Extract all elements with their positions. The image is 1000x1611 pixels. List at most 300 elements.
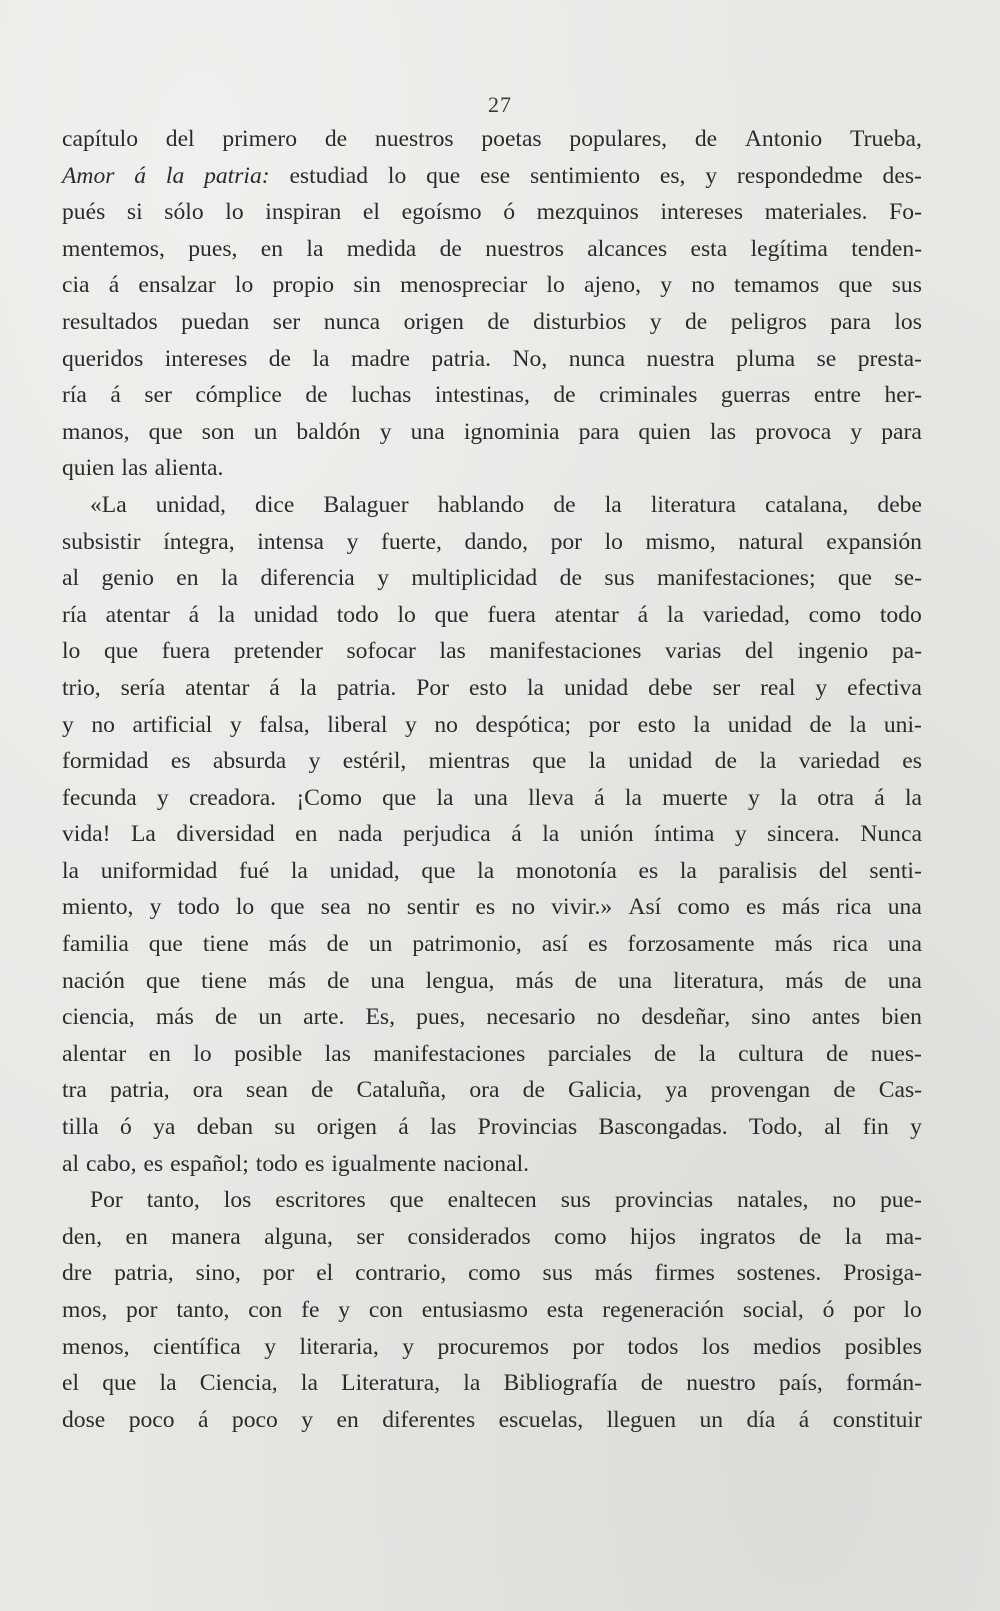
- text-line: [62, 341, 922, 378]
- word: nacional.: [443, 1150, 530, 1177]
- word: sentir: [406, 894, 460, 921]
- word: la: [526, 674, 544, 701]
- word: guerras: [720, 382, 791, 409]
- word: Bibliografía: [503, 1370, 618, 1397]
- word: patrimonio,: [412, 931, 522, 958]
- word: unidad,: [329, 857, 400, 884]
- word: sería: [120, 674, 166, 701]
- text-line: [62, 999, 922, 1036]
- word: Trueba,: [850, 126, 922, 152]
- word: en: [176, 565, 199, 592]
- word: Todo,: [748, 1114, 803, 1141]
- word: la: [844, 1223, 862, 1250]
- word: criminales: [599, 382, 698, 409]
- text-line: [62, 889, 922, 926]
- word: unidad: [628, 748, 693, 775]
- word: parciales: [547, 1040, 632, 1067]
- word: todo: [336, 601, 379, 628]
- word: con: [368, 1297, 403, 1323]
- word: de: [327, 967, 350, 994]
- word: sin: [353, 272, 381, 299]
- word: de: [553, 382, 576, 409]
- word: natales,: [737, 1187, 809, 1214]
- word: por: [126, 1297, 158, 1323]
- word: á: [798, 1406, 810, 1433]
- word: debe: [877, 491, 922, 518]
- word: No,: [512, 345, 548, 372]
- word: la: [306, 235, 324, 262]
- word: como: [677, 894, 730, 921]
- word: considerados: [407, 1223, 531, 1250]
- word: manifestaciones: [489, 638, 642, 665]
- text-line: [62, 377, 922, 414]
- word: capítulo: [62, 126, 138, 152]
- word: en: [260, 235, 284, 262]
- word: senti-: [869, 857, 922, 884]
- word: familia: [62, 931, 129, 958]
- word: atentar: [554, 601, 619, 628]
- word: la: [159, 1370, 177, 1397]
- word: ser: [144, 382, 172, 409]
- word: ó: [503, 199, 515, 226]
- word: lo: [604, 528, 623, 555]
- word: fin: [862, 1114, 889, 1141]
- word: firmes: [654, 1260, 715, 1287]
- word: la: [698, 1040, 716, 1067]
- word: y: [660, 272, 672, 299]
- word: Cataluña,: [356, 1077, 447, 1104]
- word: al: [824, 1114, 842, 1141]
- word: íntegra,: [163, 528, 235, 555]
- text-line: [62, 304, 922, 341]
- word: íntima: [654, 821, 715, 848]
- word: con: [248, 1297, 283, 1323]
- word: literatura: [650, 491, 736, 518]
- word: el: [62, 1370, 80, 1397]
- word: todo: [255, 1150, 298, 1177]
- word: ajeno,: [583, 272, 641, 299]
- text-line: [62, 1036, 922, 1073]
- word: fuerte,: [380, 528, 442, 555]
- italic-word: la: [165, 162, 185, 189]
- word: como: [554, 1223, 607, 1250]
- word: ría: [62, 601, 87, 628]
- word: un: [253, 418, 278, 445]
- word: menospreciar: [400, 272, 528, 299]
- word: den,: [62, 1223, 102, 1250]
- word: variedad,: [702, 601, 790, 628]
- word: ingenio: [797, 638, 869, 665]
- word: por: [262, 1260, 295, 1287]
- word: á: [874, 784, 885, 811]
- text-line: [62, 1072, 922, 1109]
- word: y: [404, 711, 417, 738]
- word: diferentes: [382, 1406, 476, 1433]
- text-line: [62, 926, 922, 963]
- word: en: [295, 821, 318, 848]
- word: las: [121, 455, 148, 482]
- word: formán-: [845, 1370, 922, 1397]
- word: miento,: [62, 894, 134, 921]
- word: mismo,: [645, 528, 716, 555]
- word: más: [785, 967, 824, 994]
- page-number: 27: [488, 92, 512, 117]
- word: para: [830, 308, 871, 335]
- word: que: [382, 784, 417, 811]
- word: social,: [742, 1297, 804, 1323]
- word: de: [214, 1004, 238, 1031]
- word: nuestra: [646, 345, 715, 372]
- italic-word: Amor: [62, 162, 115, 189]
- word: bien: [881, 1004, 922, 1031]
- word: lo: [235, 894, 255, 921]
- word: es: [746, 894, 766, 921]
- word: Antonio: [744, 126, 823, 152]
- word: manos,: [62, 418, 130, 445]
- word: quien: [638, 418, 691, 445]
- word: en: [125, 1223, 148, 1250]
- word: nuestros: [374, 126, 454, 152]
- text-line: [62, 1219, 922, 1256]
- text-line: [62, 1255, 922, 1292]
- word: Por: [416, 674, 450, 701]
- word: al: [62, 565, 80, 592]
- word: literaria,: [299, 1333, 379, 1360]
- word: sino: [751, 1004, 791, 1031]
- word: lo: [225, 199, 244, 226]
- word: de: [654, 1040, 677, 1067]
- word: la: [604, 491, 622, 518]
- word: populares,: [569, 126, 668, 152]
- word: más: [268, 967, 307, 994]
- word: ingratos: [699, 1223, 776, 1250]
- word: mentemos,: [62, 235, 165, 262]
- word: baldón: [296, 418, 361, 445]
- word: variedad: [798, 748, 880, 775]
- word: un: [368, 931, 393, 958]
- word: ensalzar: [138, 272, 216, 299]
- word: lo: [234, 272, 254, 299]
- word: de: [640, 1370, 663, 1397]
- word: madre: [351, 345, 410, 372]
- word: por: [853, 1297, 885, 1323]
- word: español;: [170, 1150, 249, 1177]
- word: la: [477, 857, 495, 884]
- word: de: [559, 565, 582, 592]
- word: que: [103, 638, 139, 665]
- text-line: [62, 231, 922, 268]
- word: trio,: [62, 674, 101, 701]
- word: deban: [196, 1114, 254, 1141]
- word: origen: [316, 1114, 377, 1141]
- word: la: [221, 565, 239, 592]
- text-line: [62, 780, 922, 817]
- word: paralisis: [718, 857, 798, 884]
- word: la: [666, 601, 684, 628]
- word: alentar: [62, 1040, 127, 1067]
- word: sus: [604, 565, 635, 592]
- word: dose: [62, 1406, 106, 1433]
- text-line: [62, 853, 922, 890]
- word: la: [290, 857, 308, 884]
- word: nunca: [323, 308, 381, 335]
- word: no: [434, 711, 458, 738]
- word: diferencia: [260, 565, 355, 592]
- word: más: [781, 894, 820, 921]
- word: absurda: [212, 748, 287, 775]
- word: genio: [101, 565, 154, 592]
- word: materiales.: [764, 199, 868, 226]
- word: y: [308, 748, 321, 775]
- word: unidad: [253, 601, 318, 628]
- word: de: [311, 1077, 334, 1104]
- word: de: [799, 1223, 822, 1250]
- word: quien: [62, 455, 115, 482]
- word: esto: [468, 674, 507, 701]
- word: de: [553, 491, 576, 518]
- word: para: [578, 418, 620, 445]
- word: á: [637, 601, 649, 628]
- word: desdeñar,: [641, 1004, 731, 1031]
- word: la: [463, 1370, 481, 1397]
- word: atentar: [105, 601, 170, 628]
- word: de: [305, 382, 328, 409]
- word: sino,: [195, 1260, 241, 1287]
- word: los: [894, 308, 922, 335]
- word: posibles: [844, 1333, 922, 1360]
- word: y: [379, 418, 392, 445]
- word: de: [809, 711, 832, 738]
- word: nuestro: [686, 1370, 756, 1397]
- word: de: [844, 967, 867, 994]
- word: pués: [62, 199, 106, 226]
- word: medida: [346, 235, 417, 262]
- word: que: [532, 748, 567, 775]
- word: Es,: [365, 1004, 395, 1031]
- word: que: [421, 857, 456, 884]
- word: si: [126, 199, 143, 226]
- word: y: [850, 418, 863, 445]
- word: pues,: [416, 1004, 466, 1031]
- text-line: [62, 487, 922, 524]
- word: lengua,: [425, 967, 495, 994]
- word: la: [759, 748, 777, 775]
- word: por: [550, 528, 583, 555]
- word: puedan: [181, 308, 250, 335]
- word: del: [744, 638, 774, 665]
- word: es: [902, 748, 922, 775]
- word: rica: [832, 931, 868, 958]
- word: su: [274, 1114, 296, 1141]
- word: fuera: [161, 638, 211, 665]
- word: no: [691, 272, 715, 299]
- word: que: [434, 601, 469, 628]
- word: todo: [177, 894, 220, 921]
- text-line: [62, 633, 922, 670]
- word: pues,: [188, 235, 238, 262]
- word: sólo: [164, 199, 204, 226]
- word: intestinas,: [434, 382, 530, 409]
- word: escuelas,: [498, 1406, 584, 1433]
- word: legítima: [750, 235, 828, 262]
- word: creadora.: [188, 784, 277, 811]
- word: todo: [879, 601, 922, 628]
- word: es: [587, 931, 608, 958]
- text-line: [62, 414, 922, 451]
- word: más: [594, 1260, 633, 1287]
- word: no: [91, 711, 115, 738]
- word: más: [268, 931, 307, 958]
- word: científica: [152, 1333, 241, 1360]
- word: del: [165, 126, 195, 152]
- word: una: [887, 967, 922, 994]
- word: igualmente: [331, 1150, 437, 1177]
- word: manifestaciones: [373, 1040, 526, 1067]
- word: á: [269, 674, 280, 701]
- word: ser: [272, 308, 301, 335]
- word: las: [439, 638, 466, 665]
- word: de: [694, 126, 718, 152]
- word: ya: [665, 1077, 688, 1104]
- word: estudiad: [289, 162, 369, 189]
- word: ser: [356, 1223, 384, 1250]
- word: la: [436, 784, 454, 811]
- word: Nunca: [860, 821, 922, 848]
- word: no: [596, 1004, 621, 1031]
- word: uni-: [883, 711, 922, 738]
- word: manera: [171, 1223, 241, 1250]
- word: lo: [546, 272, 565, 299]
- text-line: [62, 267, 922, 304]
- word: la: [542, 821, 560, 848]
- word: estéril,: [342, 748, 407, 775]
- word: y: [346, 528, 359, 555]
- word: á: [188, 601, 200, 628]
- word: de: [268, 345, 292, 372]
- text-line: [62, 1146, 922, 1183]
- word: falsa,: [259, 711, 310, 738]
- word: intereses: [660, 199, 744, 226]
- word: nuestros: [485, 235, 564, 262]
- word: es: [143, 1150, 164, 1177]
- word: una: [887, 931, 922, 958]
- word: al: [62, 1150, 80, 1177]
- word: dice: [255, 491, 295, 518]
- word: sus: [560, 1187, 591, 1214]
- word: perjudica: [402, 821, 491, 848]
- word: lo: [397, 601, 416, 628]
- word: Provincias: [477, 1114, 578, 1141]
- word: tanto,: [146, 1187, 200, 1214]
- word: y: [747, 784, 760, 811]
- word: que: [145, 967, 181, 994]
- word: del: [818, 857, 848, 884]
- word: patria,: [110, 1077, 170, 1104]
- word: el: [362, 199, 380, 226]
- word: regeneración: [602, 1297, 725, 1323]
- word: una: [887, 894, 922, 921]
- word: la: [849, 711, 867, 738]
- word: y: [149, 894, 162, 921]
- word: es: [475, 894, 496, 921]
- word: inspiran: [265, 199, 342, 226]
- word: nunca: [568, 345, 626, 372]
- word: y: [338, 1297, 351, 1323]
- word: contrario,: [355, 1260, 447, 1287]
- word: intensa: [257, 528, 325, 555]
- word: ignominia: [463, 418, 560, 445]
- italic-word: patria:: [204, 162, 270, 189]
- word: enaltecen: [447, 1187, 537, 1214]
- word: sea: [320, 894, 351, 921]
- word: fuera: [487, 601, 536, 628]
- word: la: [780, 784, 798, 811]
- word: peligros: [730, 308, 807, 335]
- word: ora: [192, 1077, 223, 1104]
- word: que: [426, 162, 461, 189]
- word: entusiasmo: [421, 1297, 528, 1323]
- word: y: [229, 711, 242, 738]
- word: manifestaciones;: [656, 565, 816, 592]
- word: sus: [891, 272, 922, 299]
- word: esto: [637, 711, 676, 738]
- word: nues-: [870, 1040, 922, 1067]
- word: y: [815, 674, 828, 701]
- word: poetas: [481, 126, 542, 152]
- word: alcances: [587, 235, 668, 262]
- word: á: [398, 1114, 409, 1141]
- word: unión: [579, 821, 634, 848]
- word: posible: [234, 1040, 303, 1067]
- word: tilla: [62, 1114, 99, 1141]
- word: queridos: [62, 345, 144, 372]
- word: Balaguer: [323, 491, 409, 518]
- word: por: [572, 1333, 604, 1360]
- word: des-: [882, 162, 922, 189]
- word: artificial: [132, 711, 213, 738]
- word: como: [468, 1260, 521, 1287]
- word: el: [316, 1260, 334, 1287]
- word: la: [62, 857, 80, 884]
- word: que: [102, 1370, 137, 1397]
- word: monotonía: [515, 857, 617, 884]
- word: multiplicidad: [411, 565, 538, 592]
- word: á: [594, 784, 605, 811]
- word: y: [649, 308, 662, 335]
- word: diversidad: [176, 821, 275, 848]
- word: es,: [659, 162, 686, 189]
- word: pluma: [736, 345, 796, 372]
- word: necesario: [486, 1004, 576, 1031]
- word: se-: [894, 565, 922, 592]
- word: antes: [811, 1004, 861, 1031]
- word: constituir: [832, 1406, 922, 1433]
- word: la: [679, 857, 697, 884]
- word: varias: [665, 638, 722, 665]
- word: que: [148, 418, 183, 445]
- word: intereses: [164, 345, 248, 372]
- word: y: [264, 1333, 277, 1360]
- word: vida!: [62, 821, 111, 848]
- text-line: [62, 1292, 922, 1329]
- word: primero: [222, 126, 298, 152]
- word: y: [734, 821, 747, 848]
- word: ó: [120, 1114, 132, 1141]
- word: no: [832, 1187, 856, 1214]
- word: expansión: [826, 528, 922, 555]
- word: provoca: [755, 418, 832, 445]
- word: que: [838, 272, 873, 299]
